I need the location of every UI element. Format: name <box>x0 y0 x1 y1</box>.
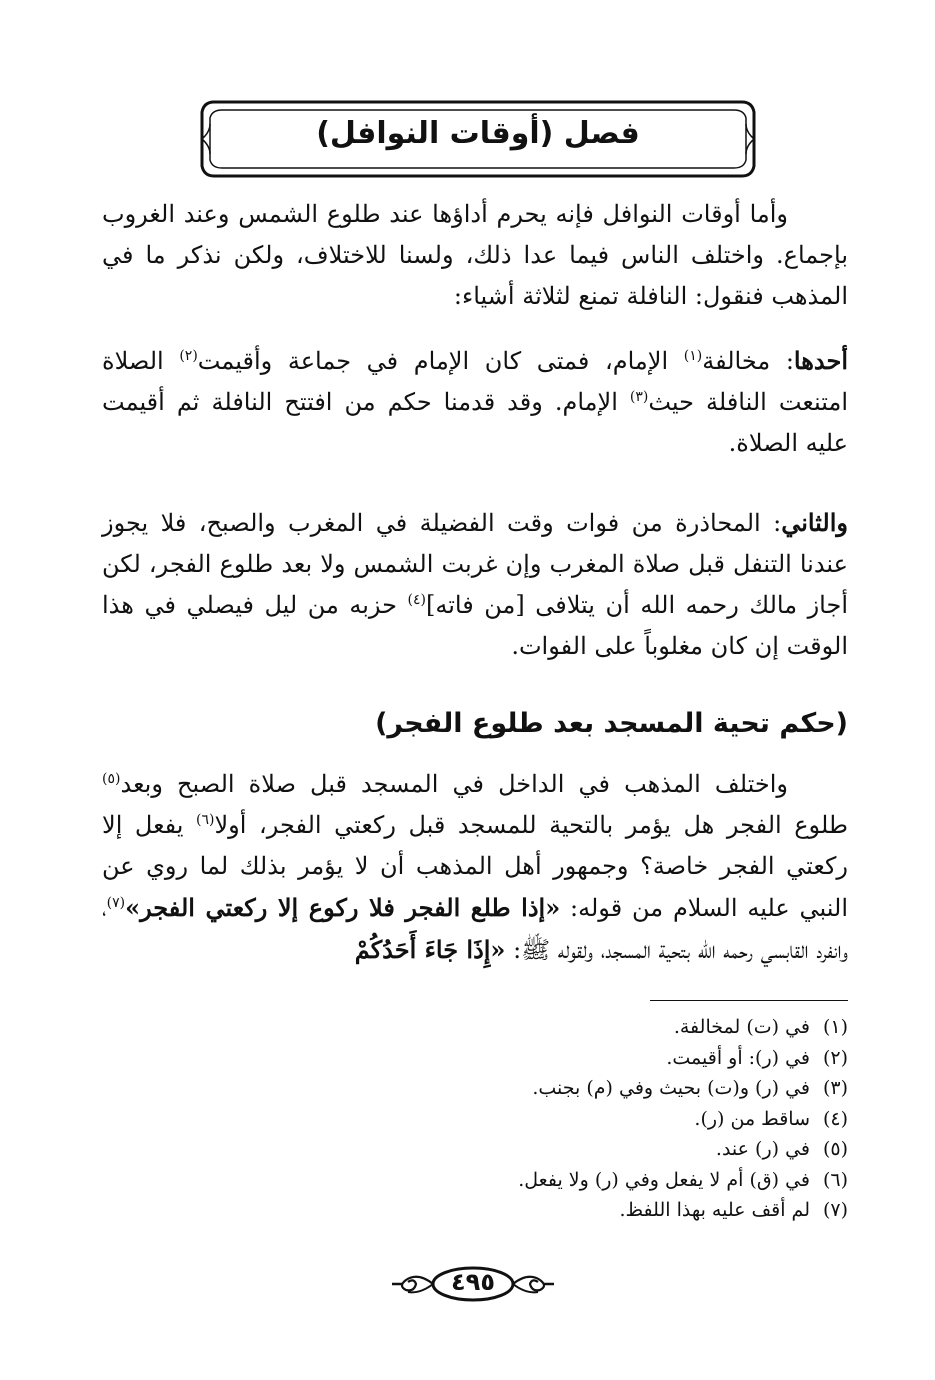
footnote-text: في (ر): أو أقيمت. <box>666 1046 810 1069</box>
footnote-number: (٧) <box>822 1199 848 1221</box>
footnote-text: في (ر) عند. <box>715 1138 810 1160</box>
footnote-text: في (ق) أم لا يفعل وفي (ر) ولا يفعل. <box>518 1168 810 1191</box>
footnote-number: (٥) <box>822 1138 848 1160</box>
footnote-text: ساقط من (ر). <box>694 1107 810 1130</box>
footnote-separator <box>650 1000 848 1001</box>
footnote-ref-3: (٣) <box>629 389 649 405</box>
footnote-item <box>300 1134 848 1165</box>
footnote-item <box>300 1104 848 1135</box>
footnote-ref-1: (١) <box>683 348 703 364</box>
footnote-ref-7: (٧) <box>106 895 126 911</box>
footnote-number: (٦) <box>822 1168 848 1191</box>
page-number-ornament <box>388 1262 558 1306</box>
footnote-item <box>300 1043 848 1074</box>
second-text-2: حزبه من ليل فيصلي في هذا الوقت إن كان مغلوباً على الفوات. <box>102 591 848 660</box>
footnote-ref-5: (٥) <box>102 771 121 787</box>
intro-paragraph <box>102 194 848 317</box>
first-text-4: الإمام. وقد قدمنا حكم من افتتح النافلة ثم أقيمت عليه الصلاة. <box>102 388 848 457</box>
footnote-number: (١) <box>822 1016 848 1038</box>
footnote-text: لم أقف عليه بهذا اللفظ. <box>619 1199 810 1221</box>
first-text-2: الإمام، فمتى كان الإمام في جماعة وأقيمت <box>197 347 684 375</box>
hadith-quote-1: «إذا طلع الفجر فلا ركوع إلا ركعتي الفجر» <box>125 893 561 922</box>
third-text-4: ، وانفرد القابسي رحمه الله بتحية المسجد، ولقوله ﷺ: <box>102 894 848 964</box>
footnote-item <box>300 1195 848 1226</box>
page-number: ٤٩٥ <box>451 1268 495 1296</box>
third-text-1: واختلف المذهب في الداخل في المسجد قبل صلاة الصبح وبعد <box>120 770 788 798</box>
footnote-item <box>300 1165 848 1196</box>
mosque-greeting-paragraph <box>102 764 848 971</box>
chapter-title: فصل (أوقات النوافل) <box>316 116 640 151</box>
second-lead: والثاني <box>781 508 848 537</box>
footnote-ref-2: (٢) <box>179 348 198 364</box>
third-text-2: طلوع الفجر هل يؤمر بالتحية للمسجد قبل ركعتي الفجر، أولا <box>214 811 849 839</box>
footnote-number: (٢) <box>822 1046 848 1069</box>
footnotes-list <box>300 1012 848 1226</box>
first-text-3: الصلاة امتنعت النافلة حيث <box>102 347 849 416</box>
second-text-1: : المحاذرة من فوات وقت الفضيلة في المغرب والصبح، فلا يجوز عندنا التنفل قبل صلاة المغرب وإن غربت الشمس ولا بعد طلوع الفجر، لكن أجاز مالك رحمه الله أن يتلافى [من فاته] <box>102 509 848 619</box>
footnote-text: في (ت) لمخالفة. <box>673 1016 810 1038</box>
chapter-title-frame <box>196 98 760 180</box>
footnote-item <box>300 1073 848 1104</box>
footnote-text: في (ر) و(ت) بحيث وفي (م) بجنب. <box>532 1077 810 1099</box>
first-reason-paragraph <box>102 340 848 464</box>
first-text-1: : مخالفة <box>702 347 794 375</box>
footnote-ref-4: (٤) <box>407 592 427 608</box>
footnote-number: (٤) <box>822 1107 848 1130</box>
intro-text: وأما أوقات النوافل فإنه يحرم أداؤها عند طلوع الشمس وعند الغروب بإجماع. واختلف الناس فيما عدا ذلك، ولسنا للاختلاف، ولكن نذكر ما في المذهب فنقول: النافلة تمنع لثلاثة أشياء: <box>102 200 848 310</box>
third-text-3: يفعل إلا ركعتي الفجر خاصة؟ وجمهور أهل المذهب أن لا يؤمر بذلك لما روي عن النبي عليه السلام من قوله: <box>102 811 848 922</box>
first-lead: أحدها <box>793 346 848 375</box>
section-heading: (حكم تحية المسجد بعد طلوع الفجر) <box>375 708 848 739</box>
second-reason-paragraph <box>102 502 848 667</box>
footnote-item <box>300 1012 848 1043</box>
footnote-ref-6: (٦) <box>196 812 215 828</box>
hadith-quote-2: «إِذَا جَاءَ أَحَدُكُمْ <box>354 935 506 964</box>
footnote-number: (٣) <box>822 1077 848 1099</box>
